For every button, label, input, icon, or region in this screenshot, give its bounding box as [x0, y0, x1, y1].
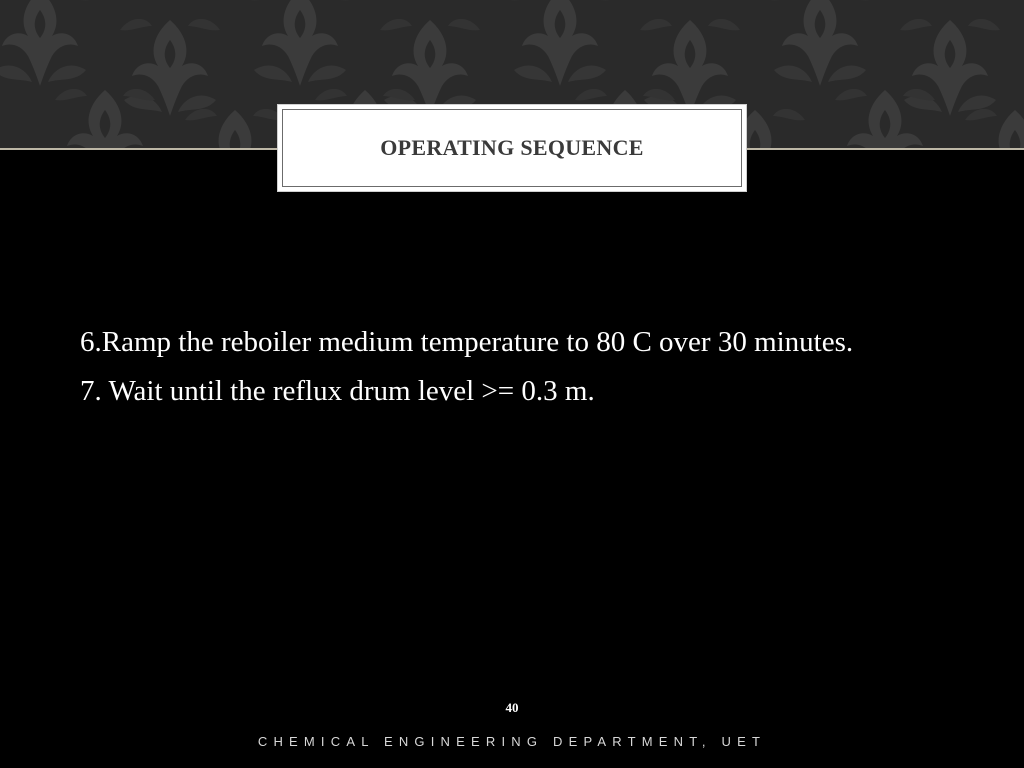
slide-body — [60, 318, 920, 416]
step-7: 7. Wait until the reflux drum level >= 0.3 m. — [80, 375, 595, 407]
title-box — [277, 104, 747, 192]
slide-title: OPERATING SEQUENCE — [380, 135, 644, 160]
step-6: 6.Ramp the reboiler medium temperature to 80 C over 30 minutes. — [80, 326, 854, 358]
footer-department: CHEMICAL ENGINEERING DEPARTMENT, UET — [257, 734, 767, 749]
slide-number: 40 — [505, 700, 519, 715]
